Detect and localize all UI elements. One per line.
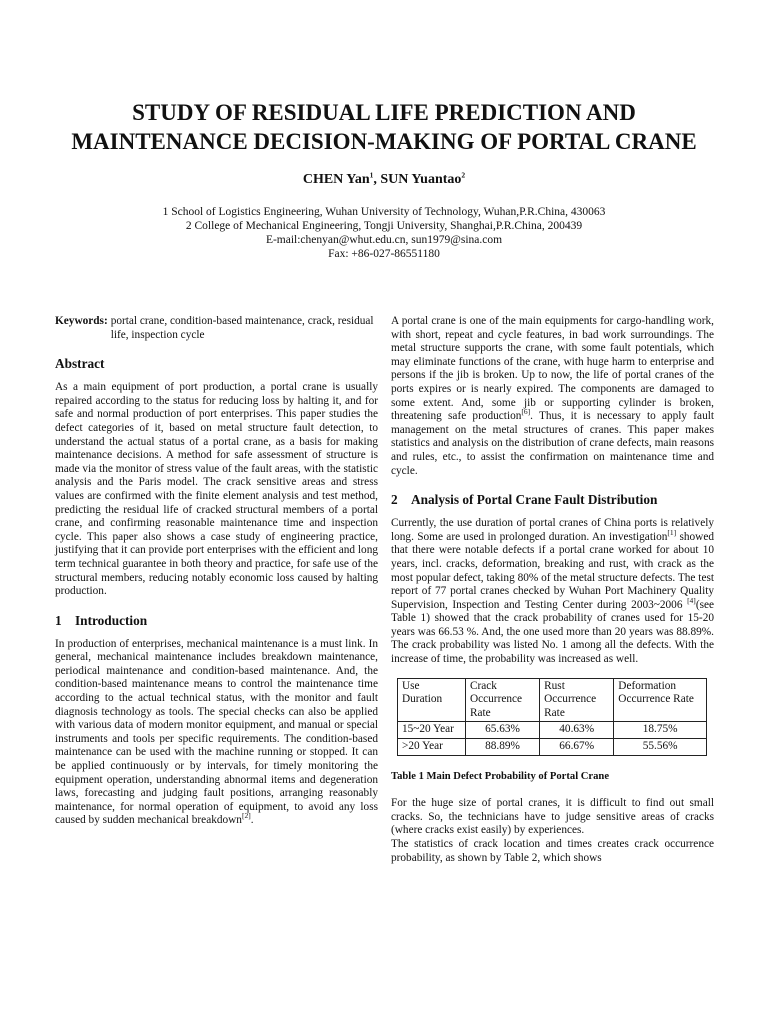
section-1-number: 1 <box>55 612 62 628</box>
affiliation-1: 1 School of Logistics Engineering, Wuhan University of Technology, Wuhan,P.R.China, 430063 <box>162 206 606 218</box>
authors <box>0 172 768 188</box>
table-cell: 88.89% <box>465 739 539 756</box>
table-cell: 40.63% <box>540 722 614 739</box>
right-para1-b: . Thus, it is necessary to apply fault management on the metal structures of cranes. This paper makes statistics and analysis on the distribution of crane defects, main reasons and rules, etc., to assist the confirmation on maintenance time and cycle. <box>391 410 715 477</box>
table-cell: 66.67% <box>540 739 614 756</box>
section-2-citation-2: [4] <box>687 595 696 605</box>
right-column <box>391 315 714 865</box>
after-table-paragraph-2: The statistics of crack location and times creates crack occurrence probability, as shown by Table 2, which shows <box>391 838 714 864</box>
table-cell: 18.75% <box>614 722 707 739</box>
keywords-label: Keywords: <box>55 315 108 327</box>
section-2-c: (see Table 1) showed that the crack probability of cranes used for 15-20 years was 66.53 %. And, the one used more than 20 years was 88.89%. The crack probability was listed No. 1 among all the defects. With the increase of time, the probability was increased as well. <box>391 598 714 666</box>
section-2-citation-1: [1] <box>667 527 677 537</box>
section-2-b: showed that there were notable defects if a portal crane worked for about 10 years, incl. cracks, deformation, breaking and rust, with crack as the most popular defect, taking 80% of the metal structure defects. The test report of 77 portal cranes checked by Wuhan Port Machinery Quality Supervision, Inspection and Testing Center during 2003~2006 <box>391 530 715 611</box>
intro-text <box>55 638 378 828</box>
abstract-heading: Abstract <box>55 356 105 372</box>
affiliation-2: 2 College of Mechanical Engineering, Tongji University, Shanghai,P.R.China, 200439 <box>185 220 583 232</box>
title-line-2: MAINTENANCE DECISION-MAKING OF PORTAL CRANE <box>71 129 697 154</box>
title-line-1: STUDY OF RESIDUAL LIFE PREDICTION AND <box>132 100 636 125</box>
section-2-heading <box>391 492 714 508</box>
paper-title <box>40 98 728 156</box>
author-2-affil: 2 <box>461 170 466 180</box>
section-2-title: Analysis of Portal Crane Fault Distribution <box>411 492 658 508</box>
abstract-text: As a main equipment of port production, a portal crane is usually repaired according to the status for reducing loss by halting it, and for safe and normal production of port enterprises. This paper studies the defect categories of it, based on metal structure fault detection, to understand the actual status of a portal crane, as a basis for making maintenance decisions. A method for safe assessment of structure is made via the monitor of stress value of the fault areas, with the statistic analysis and the Paris model. The crack sensitive areas and stress values are confirmed with the finite element analysis and test method, predicting the residual life of cracked structural members of a portal crane, and confirming reasonable maintenance time and inspection cycle. This paper also shows a case study of engineering practice, justifying that it can provide port enterprises with the efficient and long term technical guarantee in both theory and practice, for safe use of the structural members, reducing notably economic loss caused by halting production. <box>55 381 378 598</box>
table-1 <box>397 678 707 756</box>
section-2-number: 2 <box>391 492 398 508</box>
contact-email: E-mail:chenyan@whut.edu.cn, sun1979@sina.com <box>265 234 503 246</box>
author-1: CHEN Yan <box>302 172 370 187</box>
intro-citation: [2] <box>241 811 251 821</box>
section-2-a: Currently, the use duration of portal cranes of China ports is relatively long. Some are used in prolonged duration. An investigation <box>391 517 714 543</box>
section-1-title: Introduction <box>75 612 148 628</box>
table-header-cell: Rust Occurrence Rate <box>540 678 614 722</box>
author-2: SUN Yuantao <box>380 172 462 187</box>
keywords-text: portal crane, condition-based maintenance, crack, residual life, inspection cycle <box>110 315 374 341</box>
table-row <box>398 739 707 756</box>
table-row <box>398 722 707 739</box>
section-2-text <box>391 517 714 667</box>
table-cell: 65.63% <box>465 722 539 739</box>
affiliations <box>0 205 768 261</box>
author-separator: , <box>373 172 381 187</box>
left-column <box>55 315 378 828</box>
table-header-cell: Use Duration <box>398 678 466 722</box>
table-header-cell: Deformation Occurrence Rate <box>614 678 707 722</box>
right-para1-citation: [6] <box>521 407 531 417</box>
right-paragraph-1 <box>391 315 714 478</box>
intro-end: . <box>250 814 254 827</box>
table-cell: 55.56% <box>614 739 707 756</box>
section-1-heading <box>55 613 378 629</box>
author-1-affil: 1 <box>369 170 374 180</box>
intro-body: In production of enterprises, mechanical maintenance is a must link. In general, mechanical maintenance includes breakdown maintenance, periodical maintenance and condition-based maintenance. And, the condition-based maintenance means to control the maintenance time according to the actual technical status, with the monitor and fault diagnosis technology as tools. The special checks can also be applied with various data of modern monitor equipment, and manual or special instruments and tools per specific requirements. The condition-based maintenance can be used with the machine running or stopped. It can be applied continuously or by intervals, for timely monitoring the equipment operation, understanding abnormal items and degeneration laws, forecasting and judging fault positions, arranging reasonably maintenance, for normal operation of equipment, to avoid any loss caused by sudden mechanical breakdown <box>55 637 378 827</box>
after-table-paragraph-1: For the huge size of portal cranes, it is difficult to find out small cracks. So, the technicians have to judge sensitive areas of cracks (where cracks exist easily) by experiences. <box>391 797 714 837</box>
keywords <box>55 315 378 342</box>
table-1-caption: Table 1 Main Defect Probability of Portal Crane <box>391 770 610 782</box>
table-cell: 15~20 Year <box>398 722 466 739</box>
right-para1-a: A portal crane is one of the main equipments for cargo-handling work, with short, repeat and cycle features, in bad work surroundings. The metal structure supports the crane, with some fault potentials, which may eliminate functions of the crane, with huge harm to enterprise and persons if the jib is broken. Up to now, the life of portal cranes of the ports expires or is nearly expired. The components are damaged to some extent. And, some jib or supporting cylinder is broken, threatening safe production <box>391 315 714 423</box>
table-header-cell: Crack Occurrence Rate <box>465 678 539 722</box>
table-cell: >20 Year <box>398 739 466 756</box>
table-header-row <box>398 678 707 722</box>
contact-fax: Fax: +86-027-86551180 <box>328 248 440 260</box>
